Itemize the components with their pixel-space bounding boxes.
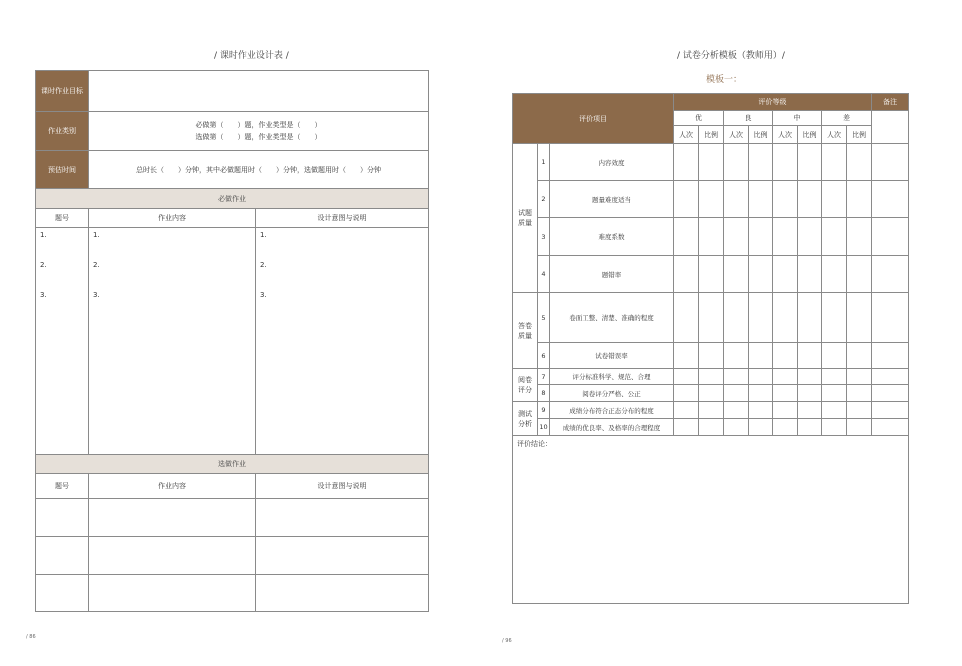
grade-input-cell[interactable] bbox=[798, 181, 822, 218]
item-text: 成绩分布符合正态分布的程度 bbox=[550, 402, 674, 419]
grade-input-cell[interactable] bbox=[749, 343, 773, 369]
grade-input-cell[interactable] bbox=[822, 402, 847, 419]
num-2: 2. bbox=[40, 261, 47, 269]
item-number: 5 bbox=[538, 293, 550, 343]
optional-cell[interactable] bbox=[256, 537, 429, 575]
content-2: 2. bbox=[93, 261, 100, 269]
grade-input-cell[interactable] bbox=[724, 144, 749, 181]
grade-input-cell[interactable] bbox=[773, 218, 798, 256]
item-number: 8 bbox=[538, 385, 550, 402]
group-label: 答卷质量 bbox=[513, 293, 538, 369]
time-label: 预估时间 bbox=[36, 151, 89, 189]
grade-input-cell[interactable] bbox=[798, 343, 822, 369]
grade-input-cell[interactable] bbox=[724, 419, 749, 436]
optional-cell[interactable] bbox=[89, 575, 256, 612]
grade-input-cell[interactable] bbox=[674, 385, 699, 402]
intent-3: 3. bbox=[260, 291, 267, 299]
grade-input-cell[interactable] bbox=[674, 256, 699, 293]
content-1: 1. bbox=[93, 231, 100, 239]
item-number: 7 bbox=[538, 369, 550, 385]
intent-2: 2. bbox=[260, 261, 267, 269]
grade-input-cell[interactable] bbox=[773, 293, 798, 343]
grade-input-cell[interactable] bbox=[724, 181, 749, 218]
grade-input-cell[interactable] bbox=[822, 256, 847, 293]
grade-input-cell[interactable] bbox=[872, 402, 909, 419]
grade-input-cell[interactable] bbox=[847, 218, 872, 256]
item-number: 9 bbox=[538, 402, 550, 419]
optional-cell[interactable] bbox=[89, 499, 256, 537]
homework-design-table bbox=[35, 70, 429, 612]
grade-input-cell[interactable] bbox=[699, 218, 724, 256]
grade-input-cell[interactable] bbox=[847, 256, 872, 293]
evaluation-conclusion[interactable] bbox=[513, 436, 909, 604]
grade-input-cell[interactable] bbox=[847, 385, 872, 402]
item-text: 成绩的优良率、及格率的合理程度 bbox=[550, 419, 674, 436]
grade-input-cell[interactable] bbox=[847, 369, 872, 385]
right-page-number: / 96 bbox=[502, 638, 512, 644]
grade-input-cell[interactable] bbox=[872, 385, 909, 402]
grade-input-cell[interactable] bbox=[674, 419, 699, 436]
grade-input-cell[interactable] bbox=[847, 293, 872, 343]
grade-input-cell[interactable] bbox=[699, 402, 724, 419]
grade-input-cell[interactable] bbox=[798, 293, 822, 343]
grade-input-cell[interactable] bbox=[699, 144, 724, 181]
grade-input-cell[interactable] bbox=[822, 343, 847, 369]
grade-input-cell[interactable] bbox=[773, 419, 798, 436]
grade-input-cell[interactable] bbox=[674, 144, 699, 181]
remark-header: 备注 bbox=[872, 94, 909, 111]
grade-input-cell[interactable] bbox=[749, 218, 773, 256]
opt-col-header-content: 作业内容 bbox=[89, 474, 256, 499]
item-number: 4 bbox=[538, 256, 550, 293]
grade-input-cell[interactable] bbox=[773, 144, 798, 181]
grade-good: 良 bbox=[724, 111, 773, 126]
template-subtitle: 模板一： bbox=[706, 75, 743, 85]
grade-input-cell[interactable] bbox=[872, 343, 909, 369]
grade-input-cell[interactable] bbox=[847, 343, 872, 369]
type-line-1: 必做第（ ）题，作业类型是（ ） bbox=[195, 121, 322, 129]
item-number: 6 bbox=[538, 343, 550, 369]
item-number: 1 bbox=[538, 144, 550, 181]
grade-excellent: 优 bbox=[674, 111, 724, 126]
item-text: 试卷错误率 bbox=[550, 343, 674, 369]
grade-input-cell[interactable] bbox=[699, 181, 724, 218]
grade-input-cell[interactable] bbox=[798, 256, 822, 293]
left-page-number: / 86 bbox=[26, 634, 36, 640]
grade-input-cell[interactable] bbox=[872, 256, 909, 293]
grade-input-cell[interactable] bbox=[699, 293, 724, 343]
sub-ratio: 比例 bbox=[798, 126, 822, 144]
sub-count: 人次 bbox=[674, 126, 699, 144]
required-contents[interactable] bbox=[89, 228, 256, 455]
grade-input-cell[interactable] bbox=[699, 343, 724, 369]
grade-input-cell[interactable] bbox=[724, 385, 749, 402]
grade-input-cell[interactable] bbox=[674, 181, 699, 218]
goal-value[interactable] bbox=[89, 71, 429, 112]
grade-input-cell[interactable] bbox=[822, 369, 847, 385]
item-text: 题量难度适当 bbox=[550, 181, 674, 218]
opt-col-header-number: 题号 bbox=[36, 474, 89, 499]
grade-input-cell[interactable] bbox=[749, 181, 773, 218]
grade-input-cell[interactable] bbox=[749, 293, 773, 343]
grade-input-cell[interactable] bbox=[773, 181, 798, 218]
grade-input-cell[interactable] bbox=[749, 144, 773, 181]
optional-cell[interactable] bbox=[36, 575, 89, 612]
grade-input-cell[interactable] bbox=[724, 293, 749, 343]
grade-input-cell[interactable] bbox=[749, 419, 773, 436]
sub-count: 人次 bbox=[773, 126, 798, 144]
grade-input-cell[interactable] bbox=[674, 343, 699, 369]
num-1: 1. bbox=[40, 231, 47, 239]
grade-input-cell[interactable] bbox=[798, 419, 822, 436]
conclusion-label: 评价结论： bbox=[517, 440, 552, 448]
grade-input-cell[interactable] bbox=[749, 256, 773, 293]
grade-input-cell[interactable] bbox=[822, 181, 847, 218]
num-3: 3. bbox=[40, 291, 47, 299]
grade-input-cell[interactable] bbox=[872, 419, 909, 436]
item-header: 评价项目 bbox=[513, 94, 674, 144]
group-label: 试题质量 bbox=[513, 144, 538, 293]
grade-input-cell[interactable] bbox=[822, 419, 847, 436]
grade-input-cell[interactable] bbox=[724, 256, 749, 293]
grade-poor: 差 bbox=[822, 111, 872, 126]
grade-header: 评价等级 bbox=[674, 94, 872, 111]
sub-ratio: 比例 bbox=[749, 126, 773, 144]
grade-input-cell[interactable] bbox=[798, 369, 822, 385]
optional-cell[interactable] bbox=[36, 499, 89, 537]
grade-input-cell[interactable] bbox=[773, 385, 798, 402]
opt-col-header-intent: 设计意图与说明 bbox=[256, 474, 429, 499]
grade-input-cell[interactable] bbox=[822, 293, 847, 343]
optional-cell[interactable] bbox=[256, 499, 429, 537]
required-homework-header: 必做作业 bbox=[36, 189, 429, 209]
optional-homework-header: 选做作业 bbox=[36, 455, 429, 474]
item-number: 10 bbox=[538, 419, 550, 436]
left-page-title: / 课时作业设计表 / bbox=[214, 51, 289, 61]
grade-input-cell[interactable] bbox=[822, 218, 847, 256]
grade-input-cell[interactable] bbox=[724, 343, 749, 369]
exam-analysis-table bbox=[512, 93, 909, 604]
item-number: 2 bbox=[538, 181, 550, 218]
sub-ratio: 比例 bbox=[699, 126, 724, 144]
type-line-2: 选做第（ ）题，作业类型是（ ） bbox=[195, 133, 322, 141]
sub-count: 人次 bbox=[822, 126, 847, 144]
grade-input-cell[interactable] bbox=[872, 144, 909, 181]
col-header-content: 作业内容 bbox=[89, 209, 256, 228]
item-text: 内容效度 bbox=[550, 144, 674, 181]
grade-input-cell[interactable] bbox=[798, 144, 822, 181]
grade-input-cell[interactable] bbox=[674, 218, 699, 256]
grade-input-cell[interactable] bbox=[749, 369, 773, 385]
grade-input-cell[interactable] bbox=[699, 369, 724, 385]
grade-input-cell[interactable] bbox=[872, 181, 909, 218]
item-text: 评分标准科学、规范、合理 bbox=[550, 369, 674, 385]
grade-input-cell[interactable] bbox=[699, 256, 724, 293]
grade-input-cell[interactable] bbox=[822, 144, 847, 181]
right-page-title: / 试卷分析模板（教师用）/ bbox=[677, 51, 785, 61]
optional-cell[interactable] bbox=[256, 575, 429, 612]
optional-cell[interactable] bbox=[89, 537, 256, 575]
grade-input-cell[interactable] bbox=[798, 385, 822, 402]
required-intents[interactable] bbox=[256, 228, 429, 455]
content-3: 3. bbox=[93, 291, 100, 299]
grade-input-cell[interactable] bbox=[724, 218, 749, 256]
grade-input-cell[interactable] bbox=[847, 419, 872, 436]
grade-input-cell[interactable] bbox=[872, 218, 909, 256]
grade-input-cell[interactable] bbox=[749, 385, 773, 402]
grade-input-cell[interactable] bbox=[773, 402, 798, 419]
grade-input-cell[interactable] bbox=[773, 369, 798, 385]
grade-input-cell[interactable] bbox=[798, 402, 822, 419]
grade-input-cell[interactable] bbox=[822, 385, 847, 402]
grade-input-cell[interactable] bbox=[674, 402, 699, 419]
grade-input-cell[interactable] bbox=[674, 293, 699, 343]
grade-input-cell[interactable] bbox=[847, 144, 872, 181]
grade-input-cell[interactable] bbox=[872, 369, 909, 385]
grade-input-cell[interactable] bbox=[872, 293, 909, 343]
grade-input-cell[interactable] bbox=[724, 402, 749, 419]
time-text: 总时长（ ）分钟，其中必做题用时（ ）分钟，选做题用时（ ）分钟 bbox=[89, 151, 429, 189]
grade-input-cell[interactable] bbox=[699, 385, 724, 402]
optional-cell[interactable] bbox=[36, 537, 89, 575]
grade-input-cell[interactable] bbox=[773, 343, 798, 369]
remark-cell bbox=[872, 111, 909, 144]
sub-count: 人次 bbox=[724, 126, 749, 144]
sub-ratio: 比例 bbox=[847, 126, 872, 144]
group-label: 测试分析 bbox=[513, 402, 538, 436]
col-header-intent: 设计意图与说明 bbox=[256, 209, 429, 228]
col-header-number: 题号 bbox=[36, 209, 89, 228]
item-text: 卷面工整、清楚、准确的程度 bbox=[550, 293, 674, 343]
grade-input-cell[interactable] bbox=[674, 369, 699, 385]
goal-label: 课时作业目标 bbox=[36, 71, 89, 112]
grade-input-cell[interactable] bbox=[847, 181, 872, 218]
grade-average: 中 bbox=[773, 111, 822, 126]
type-label: 作业类别 bbox=[36, 112, 89, 151]
item-number: 3 bbox=[538, 218, 550, 256]
intent-1: 1. bbox=[260, 231, 267, 239]
grade-input-cell[interactable] bbox=[724, 369, 749, 385]
required-numbers[interactable] bbox=[36, 228, 89, 455]
item-text: 题错率 bbox=[550, 256, 674, 293]
grade-input-cell[interactable] bbox=[699, 419, 724, 436]
grade-input-cell[interactable] bbox=[798, 218, 822, 256]
group-label: 阅卷评分 bbox=[513, 369, 538, 402]
grade-input-cell[interactable] bbox=[847, 402, 872, 419]
grade-input-cell[interactable] bbox=[749, 402, 773, 419]
item-text: 阅卷评分严格、公正 bbox=[550, 385, 674, 402]
item-text: 难度系数 bbox=[550, 218, 674, 256]
grade-input-cell[interactable] bbox=[773, 256, 798, 293]
